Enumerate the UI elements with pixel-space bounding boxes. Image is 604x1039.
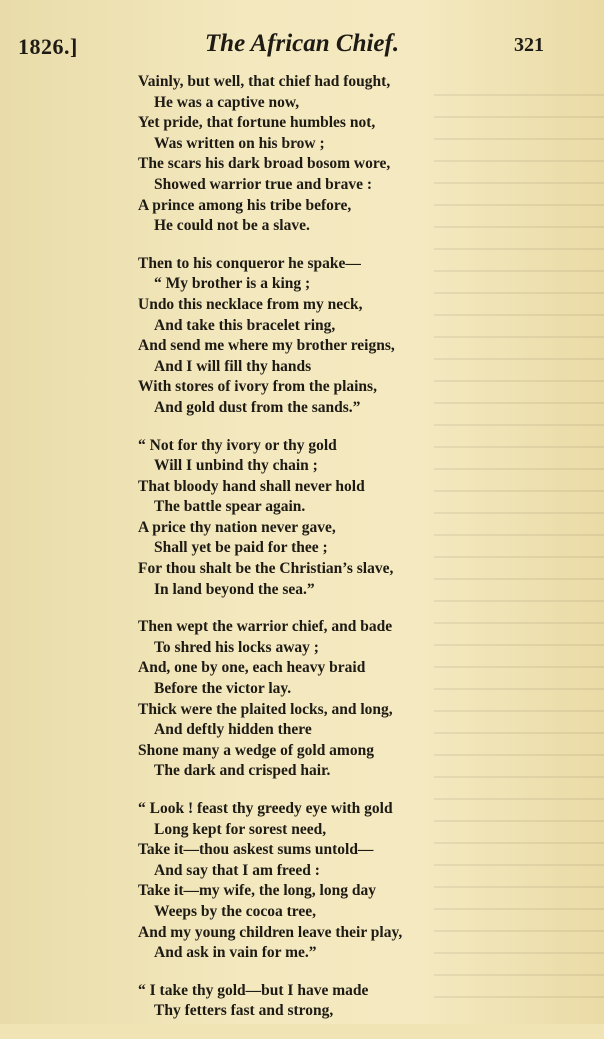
poem-line: “ I take thy gold—but I have made <box>138 981 369 999</box>
poem-line: In land beyond the sea.” <box>154 580 315 598</box>
poem-line: He was a captive now, <box>154 93 300 111</box>
poem-body <box>138 72 578 1039</box>
stanza <box>138 72 578 237</box>
poem-line: Take it—thou askest sums untold— <box>138 841 374 859</box>
poem-line: That bloody hand shall never hold <box>138 477 365 495</box>
poem-line: Long kept for sorest need, <box>154 820 327 838</box>
poem-line: To shred his locks away ; <box>154 638 319 656</box>
poem-line: And send me where my brother reigns, <box>138 337 395 355</box>
poem-line: And, one by one, each heavy braid <box>138 659 366 677</box>
poem-line: Take it—my wife, the long, long day <box>138 882 376 900</box>
poem-line: Vainly, but well, that chief had fought, <box>138 73 391 90</box>
poem-line: And ask in vain for me.” <box>154 944 317 962</box>
poem-line: Shall yet be paid for thee ; <box>154 539 328 557</box>
page-number: 321 <box>514 34 544 56</box>
stanza <box>138 617 578 782</box>
header-year: 1826.] <box>18 34 78 59</box>
poem-line: Weeps by the cocoa tree, <box>154 902 316 920</box>
poem-line: Showed warrior true and brave : <box>154 175 372 193</box>
poem-line: The battle spear again. <box>154 498 306 516</box>
poem-line: And I will fill thy hands <box>154 357 312 375</box>
poem-line: Then wept the warrior chief, and bade <box>138 618 393 636</box>
poem-line: And take this bracelet ring, <box>154 316 336 334</box>
poem-line: And say that I am freed : <box>154 861 320 879</box>
poem-line: Before the victor lay. <box>154 680 292 698</box>
poem-line: And my young children leave their play, <box>138 923 403 941</box>
stanza <box>138 799 578 964</box>
stanza <box>138 436 578 601</box>
poem-line: “ Look ! feast thy greedy eye with gold <box>138 800 393 817</box>
stanza <box>138 981 578 1022</box>
poem-line: With stores of ivory from the plains, <box>138 378 377 396</box>
poem-line: Was written on his brow ; <box>154 134 325 152</box>
poem-line: And deftly hidden there <box>154 721 312 739</box>
stanza <box>138 254 578 419</box>
page-title: The African Chief. <box>204 30 400 57</box>
poem-line: Yet pride, that fortune humbles not, <box>138 114 376 132</box>
poem-line: He could not be a slave. <box>154 217 310 235</box>
poem-line: A price thy nation never gave, <box>138 518 336 536</box>
poem-line: Undo this necklace from my neck, <box>138 295 363 313</box>
poem-line: “ My brother is a king ; <box>154 275 311 293</box>
poem-line: Thick were the plaited locks, and long, <box>138 700 393 718</box>
poem-line: For thou shalt be the Christian’s slave, <box>138 560 394 578</box>
poem-line: Will I unbind thy chain ; <box>154 457 318 475</box>
poem-line: Thy fetters fast and strong, <box>154 1002 334 1020</box>
poem-line: Then to his conqueror he spake— <box>138 254 361 272</box>
poem-line: A prince among his tribe before, <box>138 196 352 214</box>
poem-line: And gold dust from the sands.” <box>154 398 361 416</box>
running-header <box>0 28 604 68</box>
poem-line: “ Not for thy ivory or thy gold <box>138 436 337 454</box>
poem-line: Shone many a wedge of gold among <box>138 741 374 759</box>
poem-line: The scars his dark broad bosom wore, <box>138 155 391 173</box>
poem-line: The dark and crisped hair. <box>154 762 331 780</box>
